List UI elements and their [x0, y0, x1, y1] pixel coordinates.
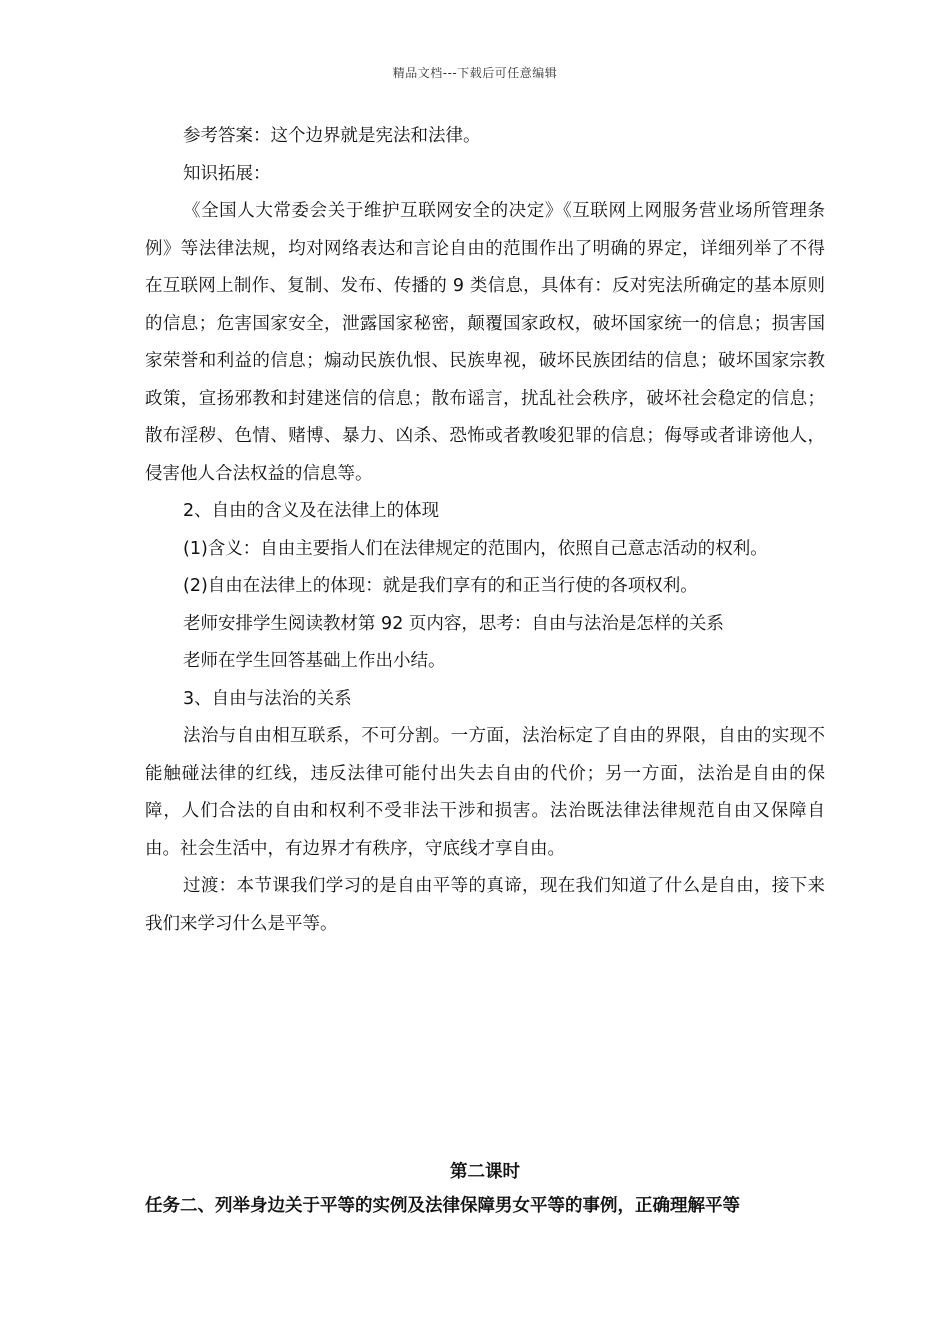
- transition-paragraph: 过渡：本节课我们学习的是自由平等的真谛，现在我们知道了什么是自由，接下来我们来学习什么是平等。: [145, 876, 825, 934]
- freedom-rule-of-law-paragraph: 法治与自由相互联系，不可分割。一方面，法治标定了自由的界限，自由的实现不能触碰法律的红线，违反法律可能付出失去自由的代价；另一方面，法治是自由的保障，人们合法的自由和权利不受非法干涉和损害。法治既法律法律规范自由又保障自由。社会生活中，有边界才有秩序，守底线才享自由。: [145, 726, 825, 859]
- section-heading-freedom-rule-of-law: 3、自由与法治的关系: [183, 688, 352, 709]
- section-heading-freedom-meaning: 2、自由的含义及在法律上的体现: [183, 501, 440, 521]
- knowledge-extension-heading: 知识拓展：: [183, 163, 271, 184]
- teacher-reading-instruction: 老师安排学生阅读教材第 92 页内容，思考：自由与法治是怎样的关系: [183, 613, 724, 634]
- knowledge-extension-paragraph: 《全国人大常委会关于维护互联网安全的决定》《互联网上网服务营业场所管理条例》等法律法规，均对网络表达和言论自由的范围作出了明确的界定，详细列举了不得在互联网上制作、复制、发布、传播的 9 类信息，具体有：反对宪法所确定的基本原则的信息；危害国家安全，泄露国家秘密，颠覆国家政权，破坏国家统一的信息；损害国家荣誉和利益的信息；煽动民族仇恨、民族卑视，破坏民族团结的信息；破坏国家宗教政策，宣扬邪教和封建迷信的信息；散布谣言，扰乱社会秩序，破坏社会稳定的信息；散布淫秽、色情、赌博、暴力、凶杀、恐怖或者教唆犯罪的信息；侮辱或者诽谤他人，侵害他人合法权益的信息等。: [145, 201, 825, 484]
- task-title: 任务二、列举身边关于平等的实例及法律保障男女平等的事例，正确理解平等: [145, 1196, 740, 1216]
- teacher-summary-line: 老师在学生回答基础上作出小结。: [183, 651, 446, 671]
- page-header: 精品文档---下载后可任意编辑: [392, 66, 558, 80]
- answer-paragraph: 参考答案：这个边界就是宪法和法律。: [183, 126, 481, 146]
- document-body: [145, 118, 825, 943]
- freedom-law-embodiment-item: (2)自由在法律上的体现：就是我们享有的和正当行使的各项权利。: [183, 576, 698, 596]
- lesson-title: 第二课时: [450, 1162, 520, 1182]
- freedom-definition-item: (1)含义：自由主要指人们在法律规定的范围内，依照自己意志活动的权利。: [183, 538, 768, 559]
